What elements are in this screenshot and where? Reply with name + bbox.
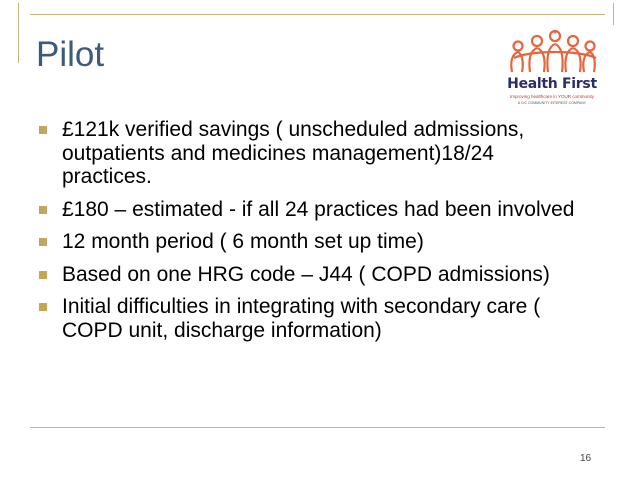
people-group-icon bbox=[500, 28, 604, 78]
health-first-logo bbox=[500, 28, 604, 106]
logo-name: Health First bbox=[507, 76, 597, 92]
square-bullet-icon bbox=[39, 303, 47, 311]
bottom-divider-line bbox=[30, 427, 605, 428]
right-accent-line bbox=[613, 3, 614, 25]
left-accent-line bbox=[18, 3, 19, 63]
bullet-item bbox=[36, 295, 576, 342]
square-bullet-icon bbox=[39, 271, 47, 279]
bullet-item bbox=[36, 230, 576, 254]
bullet-item bbox=[36, 118, 576, 189]
bullet-item bbox=[36, 263, 576, 287]
slide-title: Pilot bbox=[36, 35, 105, 74]
bullet-text: £180 – estimated - if all 24 practices had been involved bbox=[62, 197, 575, 221]
logo-tagline: Improving healthcare in YOUR community bbox=[510, 94, 594, 99]
logo-subtitle: A CIC COMMUNITY INTEREST COMPANY bbox=[517, 101, 587, 105]
bullet-text: Based on one HRG code – J44 ( COPD admissions) bbox=[62, 262, 550, 286]
square-bullet-icon bbox=[39, 126, 47, 134]
bullet-text: 12 month period ( 6 month set up time) bbox=[62, 230, 424, 253]
bullet-text: Initial difficulties in integrating with secondary care ( COPD unit, discharge information) bbox=[62, 295, 541, 342]
bullet-list bbox=[36, 118, 576, 351]
square-bullet-icon bbox=[39, 206, 47, 214]
bullet-item bbox=[36, 198, 576, 222]
top-divider-line bbox=[30, 14, 605, 15]
bullet-text: £121k verified savings ( unscheduled admissions, outpatients and medicines management)18/24 practices. bbox=[62, 118, 525, 188]
page-number: 16 bbox=[580, 453, 592, 464]
svg-text:★: ★ bbox=[552, 29, 558, 36]
square-bullet-icon bbox=[39, 238, 47, 246]
